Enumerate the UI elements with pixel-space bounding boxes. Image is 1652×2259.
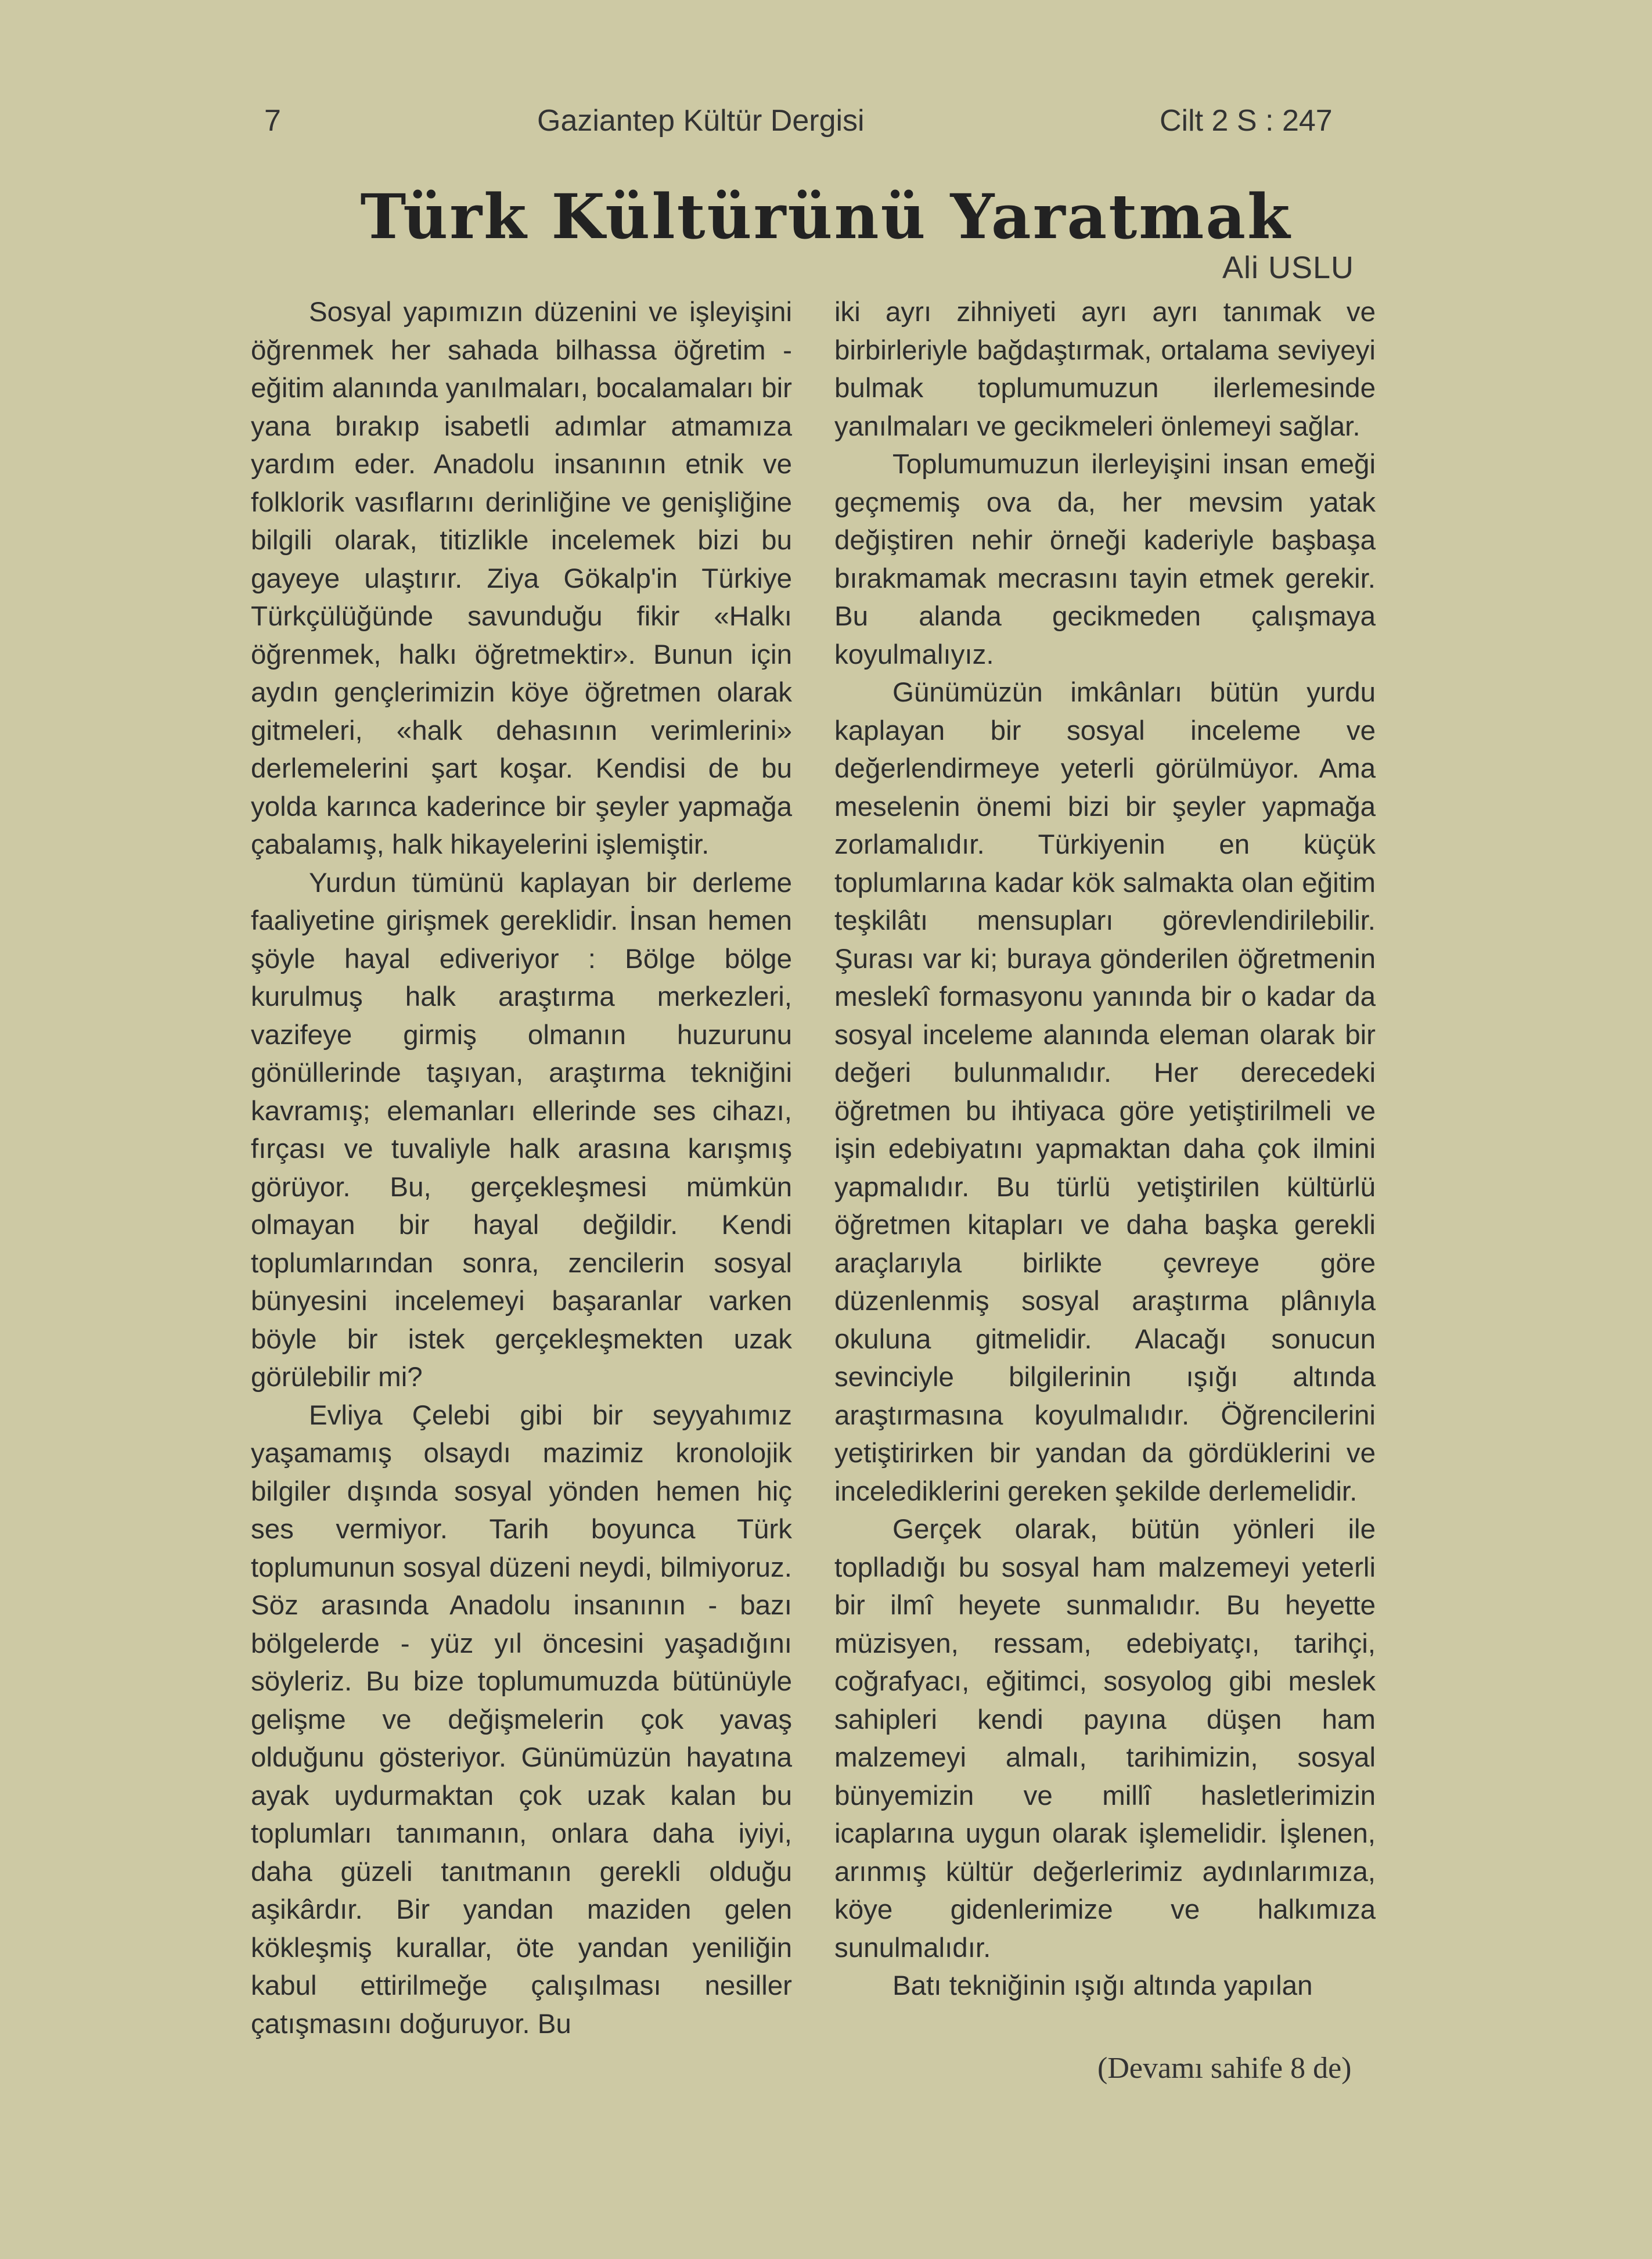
paragraph: Evliya Çelebi gibi bir seyyahımız yaşamamış olsaydı mazimiz kronolojik bilgiler dışında sosyal yönden hemen hiç ses vermiyor. Tarih boyunca Türk toplumunun sosyal düzeni neydi, bilmiyoruz. Söz arasında Anadolu insanının - bazı bölgelerde - yüz yıl öncesini yaşadığını söyleriz. Bu bize toplumumuzda bütünüyle gelişme ve değişmelerin çok yavaş olduğunu gösteriyor. Günümüzün hayatına ayak uydurmaktan çok uzak kalan bu toplumları tanımanın, onlara daha iyiyi, daha güzeli tanıtmanın gerekli olduğu aşikârdır. Bir yandan maziden gelen kökleşmiş kurallar, öte yandan yeniliğin kabul ettirilmeğe çalışılması nesiller çatışmasını doğuruyor. Bu	[251, 1400, 792, 2039]
page-number: 7	[264, 104, 281, 138]
paragraph: Sosyal yapımızın düzenini ve işleyişini öğrenmek her sahada bilhassa öğretim - eğitim alanında yanılmaları, bocalamaları bir yana bırakıp isabetli adımlar atmamıza yardım eder. Anadolu insanının etnik ve folklorik vasıflarını derinliğine ve genişliğine bilgili olarak, titizlikle incelemek bizi bu gayeye ulaştırır. Ziya Gökalp'in Türkiye Türkçülüğünde savunduğu fikir «Halkı öğrenmek, halkı öğretmektir». Bunun için aydın gençlerimizin köye öğretmen olarak gitmeleri, «halk dehasının verimlerini» derlemelerini şart koşar. Kendisi de bu yolda karınca kaderince bir şeyler yapmağa çabalamış, halk hikayelerini işlemiştir.	[251, 297, 792, 860]
paragraph: Toplumumuzun ilerleyişini insan emeği geçmemiş ova da, her mevsim yatak değiştiren nehir örneği kaderiyle başbaşa bırakmamak mecrasını tayin etmek gerekir. Bu alanda gecikmeden çalışmaya koyulmalıyız.	[834, 449, 1376, 670]
continuation-note: (Devamı sahife 8 de)	[1097, 2052, 1352, 2085]
magazine-name: Gaziantep Kültür Dergisi	[537, 104, 865, 138]
left-column	[251, 293, 792, 2043]
paragraph: Günümüzün imkânları bütün yurdu kaplayan bir sosyal inceleme ve değerlendirmeye yeterli görülmüyor. Ama meselenin önemi bizi bir şeyler yapmağa zorlamalıdır. Türkiyenin en küçük toplumlarına kadar kök salmakta olan eğitim teşkilâtı mensupları görevlendirilebilir. Şurası var ki; buraya gönderilen öğretmenin meslekî formasyonu yanında bir o kadar da sosyal inceleme alanında eleman olarak bir değeri bulunmalıdır. Her derecedeki öğretmen bu ihtiyaca göre yetiştirilmeli ve işin edebiyatını yapmaktan daha çok ilmini yapmalıdır. Bu türlü yetiştirilen kültürlü öğretmen kitapları ve daha başka gerekli araçlarıyla birlikte çevreye göre düzenlenmiş sosyal araştırma plânıyla okuluna gitmelidir. Alacağı sonucun sevinciyle bilgilerinin ışığı altında araştırmasına koyulmalıdır. Öğrencilerini yetiştirirken bir yandan da gördüklerini ve incelediklerini gereken şekilde derlemelidir.	[834, 677, 1376, 1507]
paragraph: iki ayrı zihniyeti ayrı ayrı tanımak ve birbirleriyle bağdaştırmak, ortalama seviyeyi bulmak toplumumuzun ilerlemesinde yanılmaları ve gecikmeleri önlemeyi sağlar.	[834, 297, 1376, 442]
paragraph: Yurdun tümünü kaplayan bir derleme faaliyetine girişmek gereklidir. İnsan hemen şöyle hayal ediveriyor : Bölge bölge kurulmuş halk araştırma merkezleri, vazifeye girmiş olmanın huzurunu gönüllerinde taşıyan, araştırma tekniğini kavramış; elemanları ellerinde ses cihazı, fırçası ve tuvaliyle halk arasına karışmış görüyor. Bu, gerçekleşmesi mümkün olmayan bir hayal değildir. Kendi toplumlarından sonra, zencilerin sosyal bünyesini incelemeyi başaranlar varken böyle bir istek gerçekleşmekten uzak görülebilir mi?	[251, 867, 792, 1393]
article-author: Ali USLU	[1222, 250, 1355, 285]
paragraph: Batı tekniğinin ışığı altında yapılan	[892, 1970, 1313, 2001]
page-header	[0, 103, 1652, 150]
article-title: Türk Kültürünü Yaratmak	[360, 180, 1292, 253]
right-column	[834, 293, 1376, 2005]
volume-info: Cilt 2 S : 247	[1160, 104, 1333, 138]
paragraph: Gerçek olarak, bütün yönleri ile toplladığı bu sosyal ham malzemeyi yeterli bir ilmî heyete sunmalıdır. Bu heyette müzisyen, ressam, edebiyatçı, tarihçi, coğrafyacı, eğitimci, sosyolog gibi meslek sahipleri kendi payına düşen ham malzemeyi almalı, tarihimizin, sosyal bünyemizin ve millî hasletlerimizin icaplarına uygun olarak işlemelidir. İşlenen, arınmış kültür değerlerimiz aydınlarımıza, köye gidenlerimize ve halkımıza sunulmalıdır.	[834, 1514, 1376, 1963]
